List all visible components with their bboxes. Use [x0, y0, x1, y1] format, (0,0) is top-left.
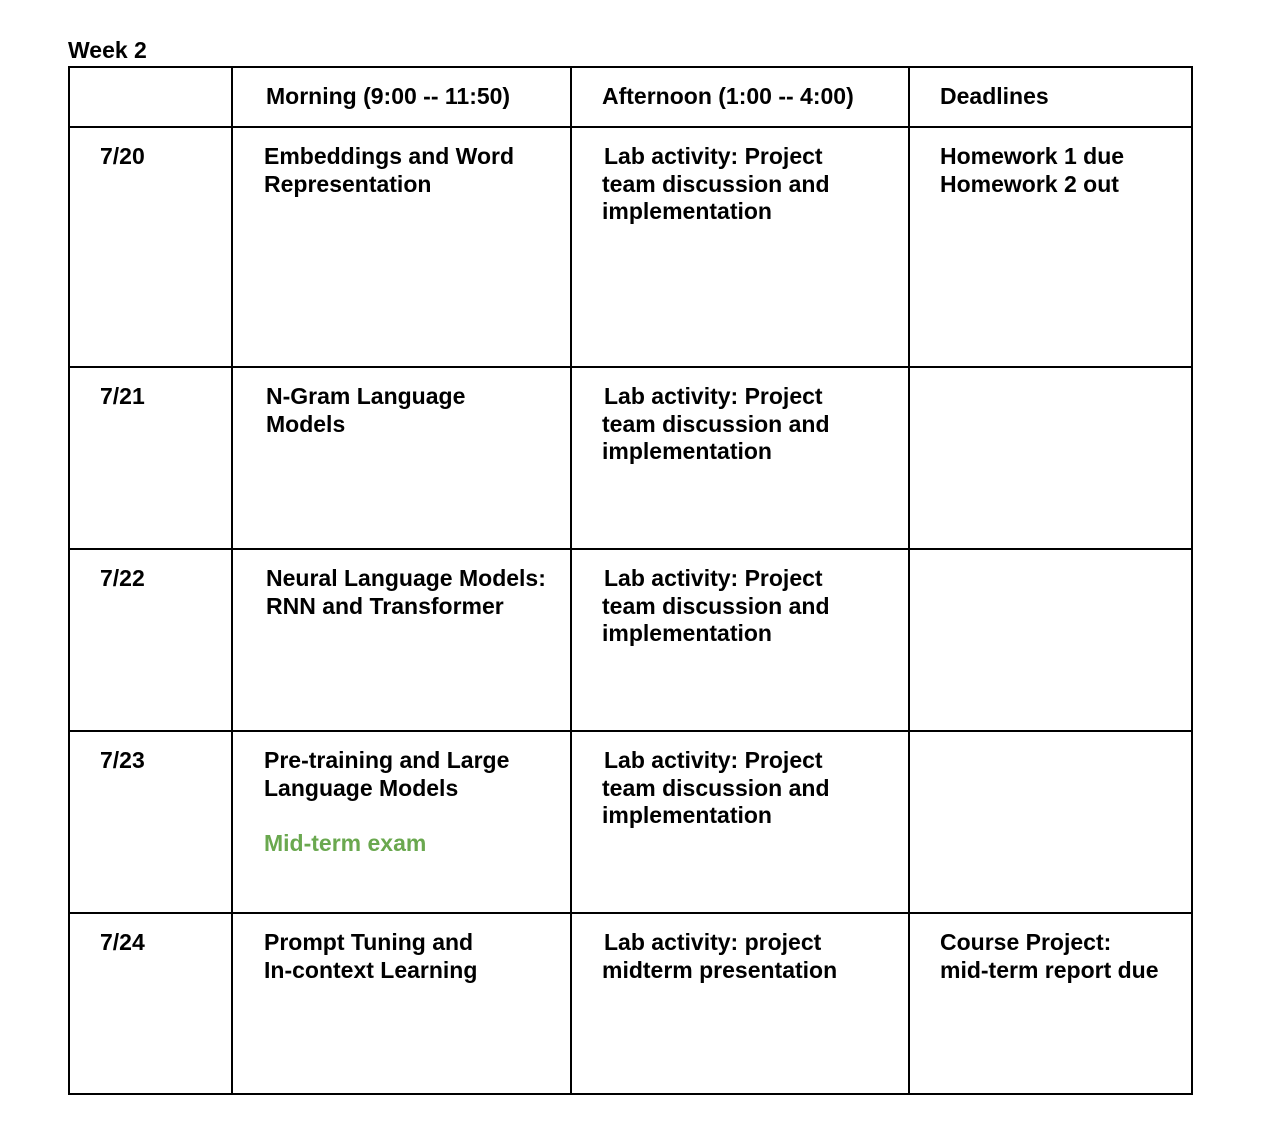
header-deadlines-label: Deadlines: [940, 83, 1049, 109]
morning-cell: [232, 127, 571, 367]
header-afternoon-label: Afternoon (1:00 -- 4:00): [602, 83, 854, 109]
afternoon-cell: [571, 549, 909, 731]
deadlines-cell: [909, 731, 1192, 913]
afternoon-activity-line: team discussion and: [602, 774, 830, 801]
deadline-item: Homework 2 out: [940, 170, 1119, 197]
deadline-item: mid-term report due: [940, 956, 1159, 983]
date-cell: [69, 549, 232, 731]
afternoon-activity-line: implementation: [602, 802, 772, 828]
date-cell: [69, 367, 232, 549]
morning-topic-line: Representation: [264, 170, 432, 197]
afternoon-activity-line: Lab activity: Project: [604, 565, 823, 591]
date-label: 7/22: [100, 565, 145, 591]
afternoon-activity-line: team discussion and: [602, 592, 830, 619]
afternoon-activity-line: midterm presentation: [602, 956, 838, 983]
table-row: [69, 367, 1192, 549]
afternoon-activity-line: team discussion and: [602, 170, 830, 197]
morning-topic-line: Prompt Tuning and: [264, 929, 474, 955]
deadlines-cell: [909, 367, 1192, 549]
date-cell: [69, 127, 232, 367]
morning-topic-line: Neural Language Models:: [266, 565, 546, 591]
header-morning-cell: [232, 67, 571, 127]
afternoon-activity-line: Lab activity: Project: [604, 383, 823, 409]
afternoon-cell: [571, 731, 909, 913]
afternoon-cell: [571, 913, 909, 1094]
table-header-row: [69, 67, 1192, 127]
deadline-item: Homework 1 due: [940, 143, 1125, 169]
date-cell: [69, 731, 232, 913]
morning-topic-line: N-Gram Language: [266, 383, 466, 409]
date-label: 7/23: [100, 747, 145, 773]
midterm-exam-note: Mid-term exam: [264, 830, 427, 856]
header-afternoon-cell: [571, 67, 909, 127]
morning-topic-line: Language Models: [264, 774, 459, 801]
table-row: [69, 549, 1192, 731]
morning-topic-line: Pre-training and Large: [264, 747, 510, 773]
table-row: [69, 913, 1192, 1094]
morning-topic-line: Embeddings and Word: [264, 143, 515, 169]
afternoon-cell: [571, 127, 909, 367]
date-cell: [69, 913, 232, 1094]
morning-cell: [232, 549, 571, 731]
morning-topic-line: In-context Learning: [264, 956, 478, 983]
afternoon-activity-line: team discussion and: [602, 410, 830, 437]
deadlines-cell: [909, 549, 1192, 731]
morning-cell: [232, 913, 571, 1094]
header-morning-label: Morning (9:00 -- 11:50): [266, 83, 511, 109]
date-label: 7/24: [100, 929, 145, 955]
afternoon-activity-line: Lab activity: project: [604, 929, 822, 955]
deadlines-cell: [909, 913, 1192, 1094]
week-title: Week 2: [68, 37, 147, 63]
afternoon-activity-line: Lab activity: Project: [604, 143, 823, 169]
header-deadlines-cell: [909, 67, 1192, 127]
morning-topic-line: RNN and Transformer: [266, 592, 504, 619]
date-label: 7/20: [100, 143, 145, 169]
deadline-item: Course Project:: [940, 929, 1112, 955]
morning-cell: [232, 731, 571, 913]
header-date-cell: [69, 67, 232, 127]
afternoon-activity-line: implementation: [602, 438, 772, 464]
afternoon-activity-line: implementation: [602, 620, 772, 646]
deadlines-cell: [909, 127, 1192, 367]
afternoon-activity-line: Lab activity: Project: [604, 747, 823, 773]
afternoon-cell: [571, 367, 909, 549]
morning-topic-line: Models: [266, 410, 346, 437]
morning-cell: [232, 367, 571, 549]
afternoon-activity-line: implementation: [602, 198, 772, 224]
table-row: [69, 731, 1192, 913]
table-row: [69, 127, 1192, 367]
date-label: 7/21: [100, 383, 145, 409]
schedule-table: [68, 66, 1193, 1095]
